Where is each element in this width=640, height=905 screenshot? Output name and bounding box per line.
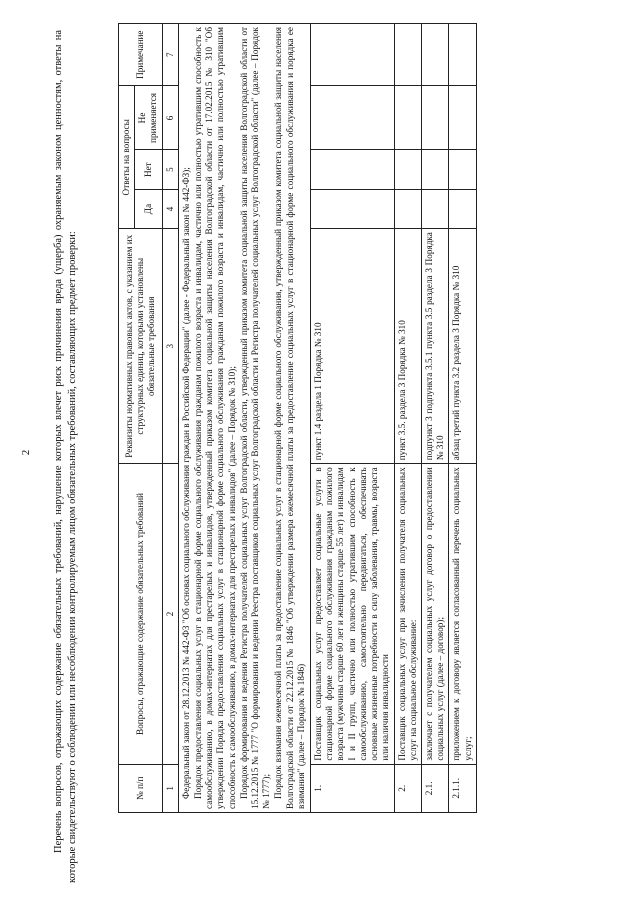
col-number: 3 xyxy=(162,229,178,464)
col-number: 1 xyxy=(162,764,178,812)
table-header-row xyxy=(119,24,135,813)
legal-basis-row xyxy=(178,24,310,813)
row-question: заключает с получателем социальных услуг договор о предоставлении социальных услуг (далее – договор); xyxy=(422,464,449,764)
col-number: 6 xyxy=(162,86,178,150)
note-cell[interactable] xyxy=(449,24,476,86)
header-yes: Да xyxy=(135,189,162,228)
intro-paragraph: Перечень вопросов, отражающих содержание обязательных требований, нарушение которых влечет риск причинения вреда (ущерба) охраняемым законом ценностям, ответы на которые свидетельствуют о соблюдении или несоблюдении контролируемым лицом обязательных требований, составляющих предмет проверки: xyxy=(53,30,79,883)
note-cell[interactable] xyxy=(394,24,421,86)
answer-no-cell[interactable] xyxy=(311,150,395,189)
row-num: 2. xyxy=(394,764,421,812)
answer-yes-cell[interactable] xyxy=(311,189,395,228)
header-num: № п/п xyxy=(119,764,163,812)
answer-na-cell[interactable] xyxy=(394,86,421,150)
row-requisites: пункт 1.4 раздела 1 Порядка № 310 xyxy=(311,229,395,464)
note-cell[interactable] xyxy=(311,24,395,86)
answer-no-cell[interactable] xyxy=(422,150,449,189)
note-cell[interactable] xyxy=(422,24,449,86)
answer-na-cell[interactable] xyxy=(311,86,395,150)
row-question: Поставщик социальных услуг при зачислении получателя социальных услуг на социальное обслуживание: xyxy=(394,464,421,764)
row-num: 2.1. xyxy=(422,764,449,812)
page-number: 2 xyxy=(20,449,32,456)
table-row xyxy=(311,24,395,813)
row-num: 1. xyxy=(311,764,395,812)
answer-no-cell[interactable] xyxy=(394,150,421,189)
row-requisites: пункт 3.5. раздела 3 Порядка № 310 xyxy=(394,229,421,464)
header-answers: Ответы на вопросы xyxy=(119,86,135,229)
col-number: 2 xyxy=(162,464,178,764)
row-question: Поставщик социальных услуг предоставляет социальные услуги в стационарной форме социального обслуживания гражданам пожилого возраста (мужчины старше 60 лет и женщины старше 55 лет) и инвалидам I и II групп, частично или полностью утратившим способность к самообслуживанию, самостоятельно передвигаться, обеспечивать основные жизненные потребности в силу заболевания, травмы, возраста или наличия инвалидности xyxy=(311,464,395,764)
answer-na-cell[interactable] xyxy=(449,86,476,150)
header-requisites: Реквизиты нормативных правовых актов, с указанием их структурных единиц, которыми установлены обязательные требования xyxy=(119,229,163,464)
col-number: 5 xyxy=(162,150,178,189)
row-question: приложением к договору является согласованный перечень социальных услуг; xyxy=(449,464,476,764)
law-reference: Порядок формирования и ведения Регистра получателей социальных услуг Волгоградской области, утвержденный приказом комитета социальной защиты населения Волгоградской области от 15.12.2015 № 1777 "О формировании и ведении Реестра поставщиков социальных услуг Волгоградской области и Регистра получателей социальных услуг Волгоградской области" (далее – Порядок № 1777); xyxy=(238,27,272,809)
answer-yes-cell[interactable] xyxy=(422,189,449,228)
law-reference: Порядок взимания ежемесячной платы за предоставление социальных услуг в стационарной форме социального обслуживания, утвержденный приказом комитета социальной защиты населения Волгоградской области от 22.12.2015 № 1846 "Об утверждении размера ежемесячной платы за предоставление социальных услуг в стационарной форме социального обслуживания и порядка ее взимания" (далее – Порядок № 1846) xyxy=(273,27,306,809)
answer-no-cell[interactable] xyxy=(449,150,476,189)
answer-yes-cell[interactable] xyxy=(449,189,476,228)
checklist-table xyxy=(118,23,477,813)
table-row xyxy=(449,24,476,813)
col-number: 4 xyxy=(162,189,178,228)
answer-na-cell[interactable] xyxy=(422,86,449,150)
row-requisites: абзац третий пункта 3.2 раздела 3 Порядка № 310 xyxy=(449,229,476,464)
row-requisites: подпункт 3 подпункта 3.5.1 пункта 3.5 раздела 3 Порядка № 310 xyxy=(422,229,449,464)
answer-yes-cell[interactable] xyxy=(394,189,421,228)
header-question: Вопросы, отражающие содержание обязательных требований xyxy=(119,464,163,764)
row-num: 2.1.1. xyxy=(449,764,476,812)
header-na: Не применяется xyxy=(135,86,162,150)
header-no: Нет xyxy=(135,150,162,189)
header-note: Примечание xyxy=(119,24,163,86)
col-number: 7 xyxy=(162,24,178,86)
law-reference: Порядок предоставления социальных услуг в стационарной форме социального обслуживания гражданам пожилого возраста и инвалидам, частично или полностью утратившим способность к самообслуживанию, в домах-интернатах для престарелых и инвалидов, утвержденный приказом комитета социальной защиты населения Волгоградской области от 17.02.2015 № 310 "Об утверждении Порядка предоставления социальных услуг в стационарной форме социального обслуживания гражданам пожилого возраста и инвалидам, частично или полностью утратившим способность к самообслуживанию, в домах-интернатах для престарелых и инвалидов" (далее – Порядок № 310); xyxy=(192,27,237,809)
table-row xyxy=(394,24,421,813)
table-row xyxy=(422,24,449,813)
law-reference: Федеральный закон от 28.12.2013 № 442-ФЗ "Об основах социального обслуживания граждан в Российской Федерации" (далее - Федеральный закон № 442-ФЗ); xyxy=(180,167,191,799)
legal-basis-cell xyxy=(178,24,310,813)
column-number-row xyxy=(162,24,178,813)
